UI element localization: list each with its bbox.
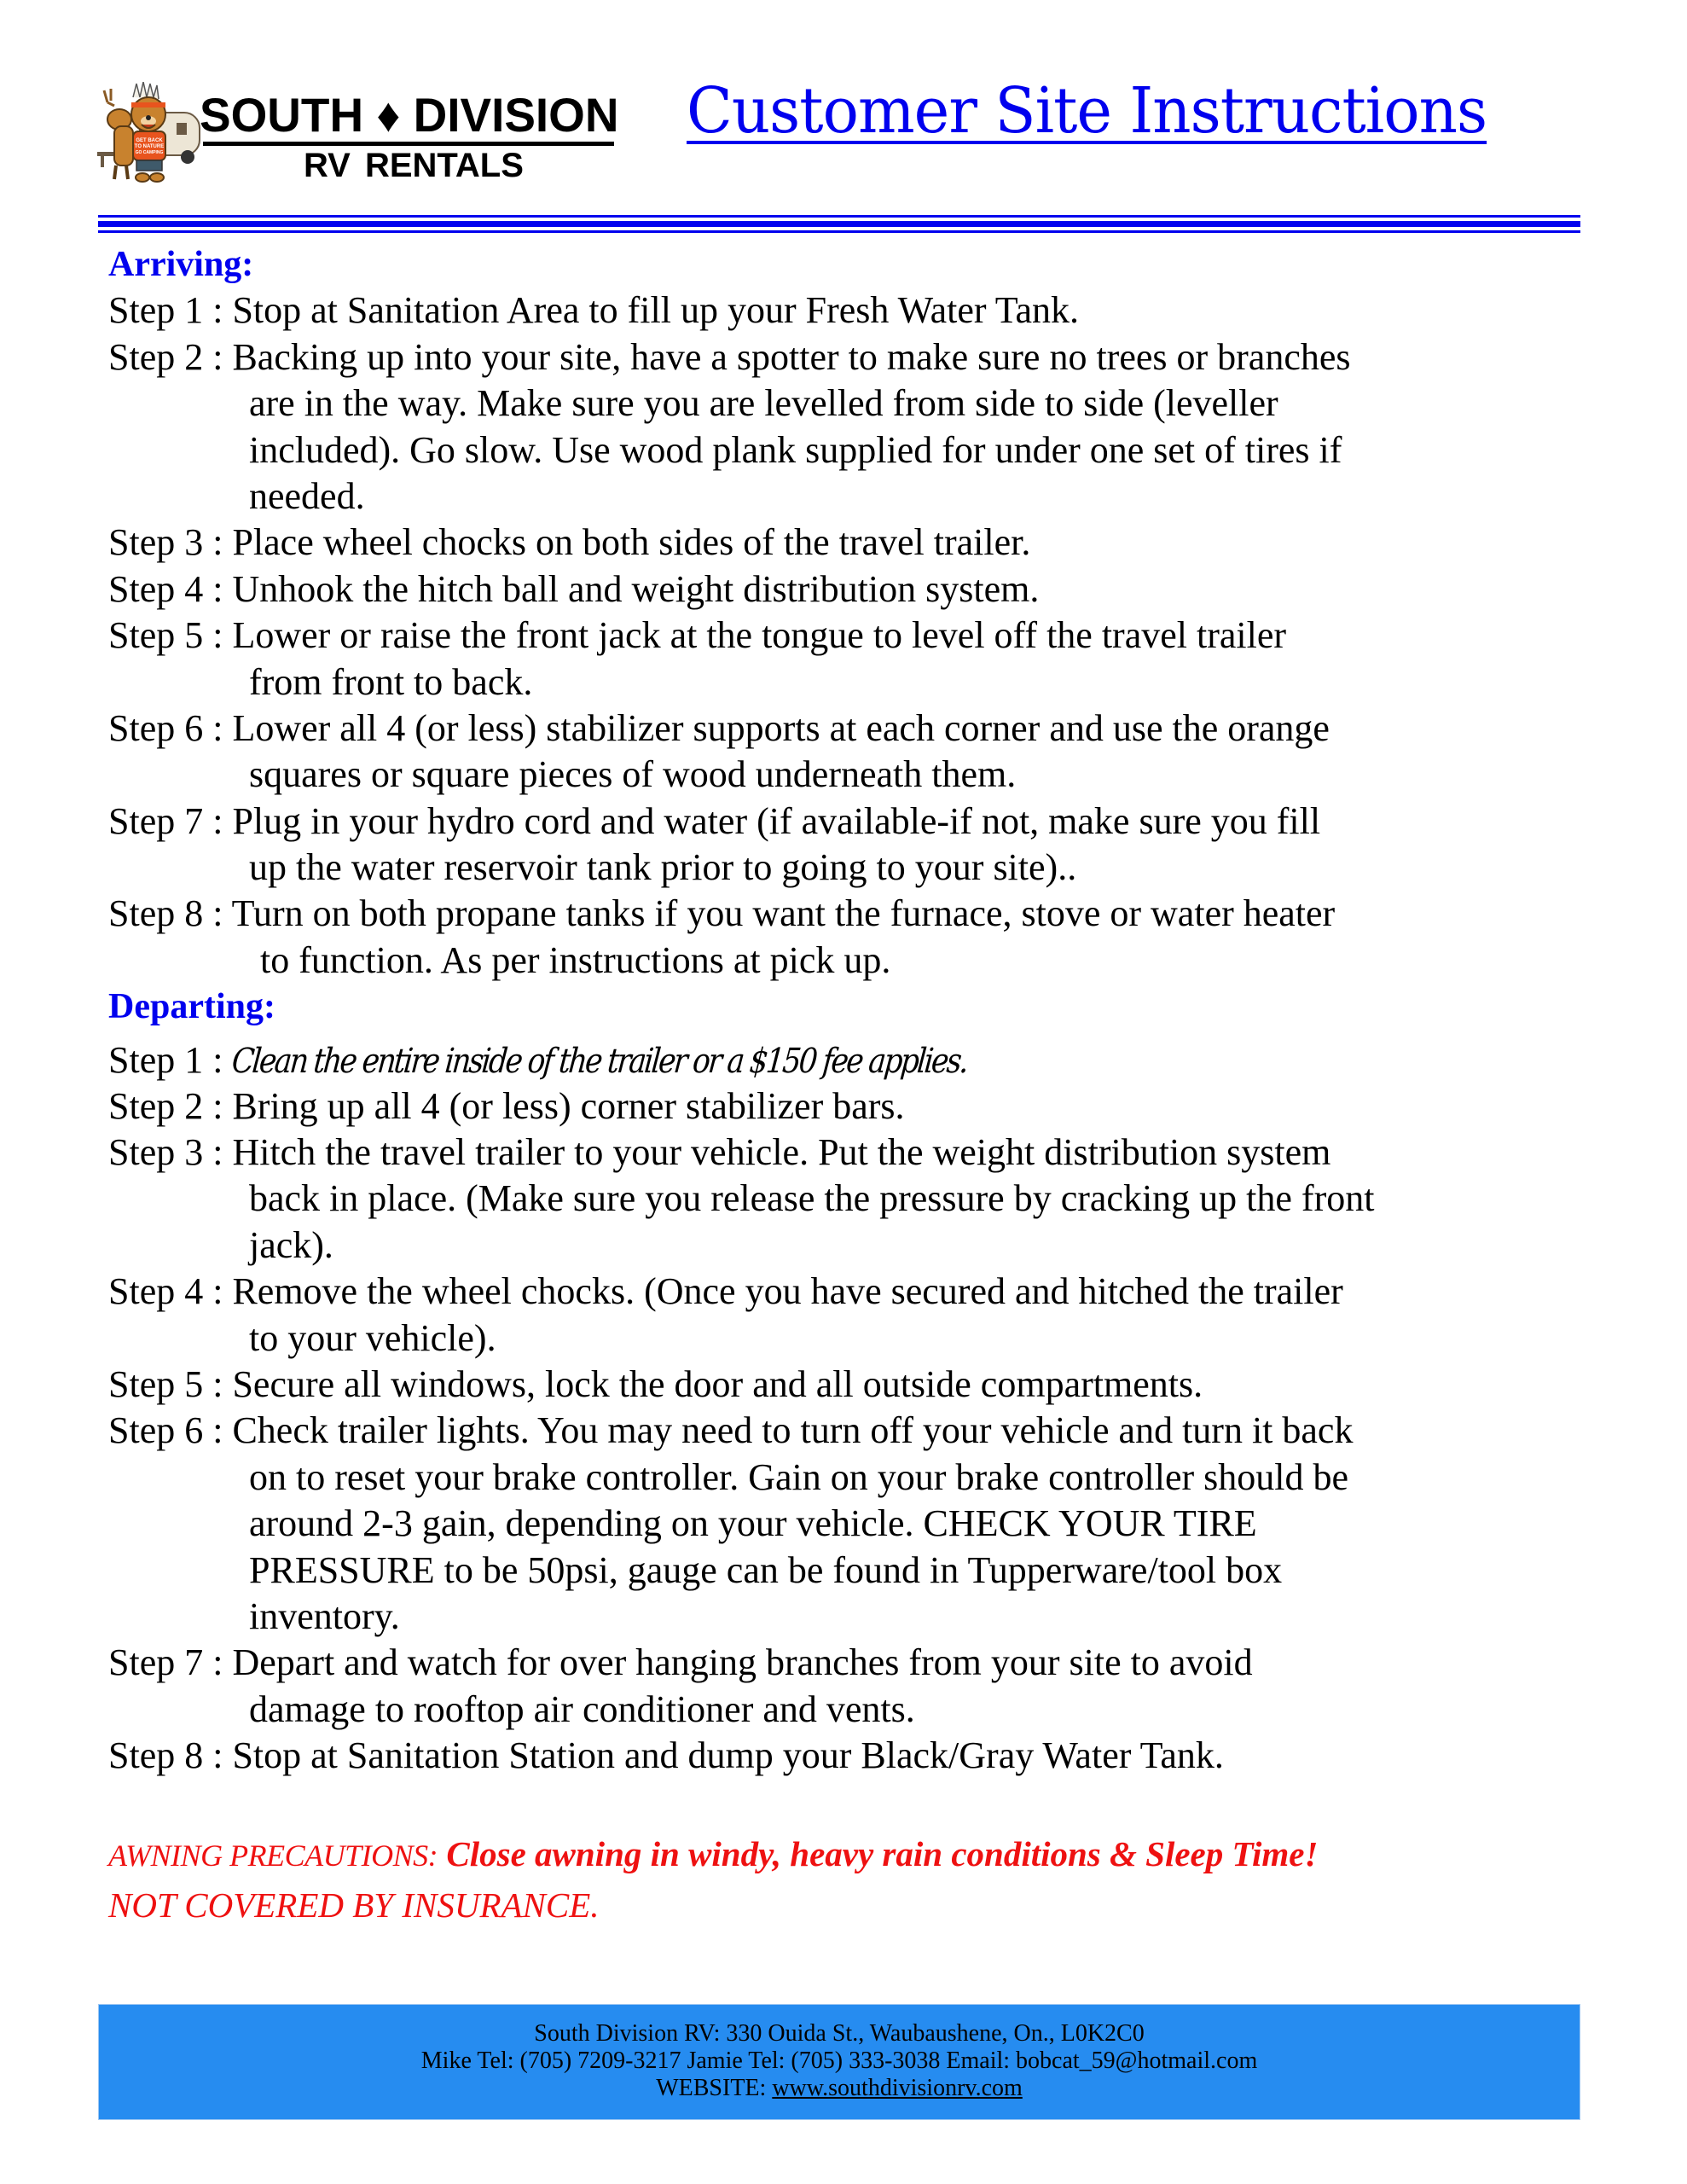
diamond-icon: ♦: [376, 88, 401, 142]
step-text: Hitch the travel trailer to your vehicle. Put the weight distribution system: [232, 1131, 1331, 1174]
footer-contacts: Mike Tel: (705) 7209-3217 Jamie Tel: (705) 333-3038 Email: bobcat_59@hotmail.com: [420, 2048, 1258, 2074]
step-text: Backing up into your site, have a spotter to make sure no trees or branches: [232, 335, 1351, 378]
step-label: Step 1 :: [108, 1038, 233, 1081]
step-text: Stop at Sanitation Station and dump your Black/Gray Water Tank.: [232, 1734, 1224, 1777]
arriving-step-7: [108, 799, 1609, 892]
step-text: Bring up all 4 (or less) corner stabilizer bars.: [232, 1084, 905, 1127]
brand-divider: [203, 142, 614, 146]
awning-lead: AWNING PRECAUTIONS:: [108, 1838, 438, 1873]
departing-step-6: [108, 1408, 1609, 1640]
insurance-warning: NOT COVERED BY INSURANCE.: [108, 1885, 600, 1925]
divider-line-thin: [98, 230, 1580, 233]
arriving-step-2: [108, 334, 1609, 520]
step-text: around 2-3 gain, depending on your vehicle. CHECK YOUR TIRE: [249, 1502, 1257, 1545]
arriving-step-8: [108, 891, 1609, 984]
step-text: Stop at Sanitation Area to fill up your Fresh Water Tank.: [232, 289, 1080, 332]
step-text: to function. As per instructions at pick up.: [260, 938, 891, 981]
arriving-step-4: [108, 566, 1609, 613]
step-text: Remove the wheel chocks. (Once you have secured and hitched the trailer: [232, 1270, 1343, 1313]
step-text: Lower all 4 (or less) stabilizer supports at each corner and use the orange: [232, 706, 1330, 749]
step-text-emphasis: Clean the entire inside of the trailer or a $150 fee applies.: [230, 1041, 969, 1081]
brand-subtitle: RV RENTALS: [304, 147, 524, 184]
step-text: back in place. (Make sure you release the pressure by cracking up the front: [249, 1177, 1375, 1220]
step-label: Step 8 :: [108, 892, 232, 935]
mascot-illustration: [96, 82, 202, 184]
instructions-body: [108, 241, 1609, 1930]
step-text: jack).: [249, 1223, 333, 1266]
spacer: [108, 1780, 1609, 1829]
website-link[interactable]: www.southdivisionrv.com: [772, 2075, 1023, 2101]
step-label: Step 4 :: [108, 1270, 233, 1313]
step-text: PRESSURE to be 50psi, gauge can be found in Tupperware/tool box: [249, 1548, 1283, 1591]
arriving-step-6: [108, 706, 1609, 799]
arriving-step-3: [108, 520, 1609, 566]
divider-line-thin: [98, 215, 1580, 218]
departing-step-7: [108, 1640, 1609, 1733]
step-label: Step 8 :: [108, 1734, 233, 1777]
step-text: included). Go slow. Use wood plank supplied for under one set of tires if: [249, 428, 1342, 471]
step-text: Unhook the hitch ball and weight distribution system.: [232, 567, 1040, 610]
page-title: Customer Site Instructions: [687, 74, 1487, 148]
header-divider: [98, 215, 1580, 233]
svg-text:GET BACK: GET BACK: [136, 138, 163, 143]
divider-line-thick: [98, 221, 1580, 227]
departing-step-3: [108, 1130, 1609, 1269]
step-label: Step 6 :: [108, 706, 233, 749]
step-label: Step 5 :: [108, 614, 233, 657]
step-label: Step 7 :: [108, 799, 233, 842]
section-heading-departing: Departing:: [108, 987, 275, 1027]
svg-text:TO NATURE: TO NATURE: [134, 144, 165, 149]
departing-step-4: [108, 1269, 1609, 1362]
step-text: Depart and watch for over hanging branches from your site to avoid: [232, 1641, 1253, 1684]
brand-division: DIVISION: [413, 88, 619, 142]
step-text: Plug in your hydro cord and water (if available-if not, make sure you fill: [232, 799, 1321, 842]
departing-step-1: [108, 1031, 1609, 1083]
step-label: Step 7 :: [108, 1641, 233, 1684]
step-text: Check trailer lights. You may need to turn off your vehicle and turn it back: [232, 1409, 1354, 1452]
brand-name: [200, 88, 619, 142]
step-label: Step 2 :: [108, 1084, 233, 1127]
step-text: Secure all windows, lock the door and all outside compartments.: [232, 1362, 1203, 1405]
step-text: damage to rooftop air conditioner and vents.: [249, 1687, 915, 1730]
footer-website: [99, 2075, 1580, 2102]
awning-message: Close awning in windy, heavy rain conditions & Sleep Time!: [438, 1833, 1319, 1873]
step-label: Step 5 :: [108, 1362, 233, 1405]
arriving-step-1: [108, 288, 1609, 334]
section-heading-arriving: Arriving:: [108, 245, 254, 284]
step-text: up the water reservoir tank prior to going to your site)..: [249, 846, 1077, 889]
footer-address: South Division RV: 330 Ouida St., Waubaushene, On., L0K2C0: [534, 2020, 1145, 2047]
step-label: Step 3 :: [108, 521, 233, 564]
step-label: Step 6 :: [108, 1409, 233, 1452]
step-label: Step 1 :: [108, 289, 233, 332]
svg-text:GO CAMPING: GO CAMPING: [135, 150, 164, 155]
departing-step-8: [108, 1733, 1609, 1779]
step-text: to your vehicle).: [249, 1316, 496, 1359]
website-label: WEBSITE:: [656, 2075, 773, 2101]
step-text: Lower or raise the front jack at the tongue to level off the travel trailer: [232, 614, 1287, 657]
step-text: are in the way. Make sure you are levelled from side to side (leveller: [249, 382, 1278, 425]
step-text: squares or square pieces of wood underneath them.: [249, 753, 1017, 796]
step-text: Place wheel chocks on both sides of the travel trailer.: [232, 521, 1031, 564]
step-text: from front to back.: [249, 660, 533, 703]
footer-contact-box: [98, 2004, 1580, 2120]
step-text: on to reset your brake controller. Gain on your brake controller should be: [249, 1455, 1349, 1498]
mascot-logo: [96, 82, 202, 184]
step-label: Step 3 :: [108, 1131, 233, 1174]
arriving-step-5: [108, 613, 1609, 706]
step-text: Turn on both propane tanks if you want the furnace, stove or water heater: [231, 892, 1336, 935]
awning-precautions: [108, 1829, 1609, 1880]
step-text: needed.: [249, 474, 365, 517]
step-label: Step 4 :: [108, 567, 233, 610]
brand-south: SOUTH: [200, 88, 364, 142]
step-label: Step 2 :: [108, 335, 233, 378]
step-text: inventory.: [249, 1594, 400, 1637]
departing-step-5: [108, 1362, 1609, 1408]
